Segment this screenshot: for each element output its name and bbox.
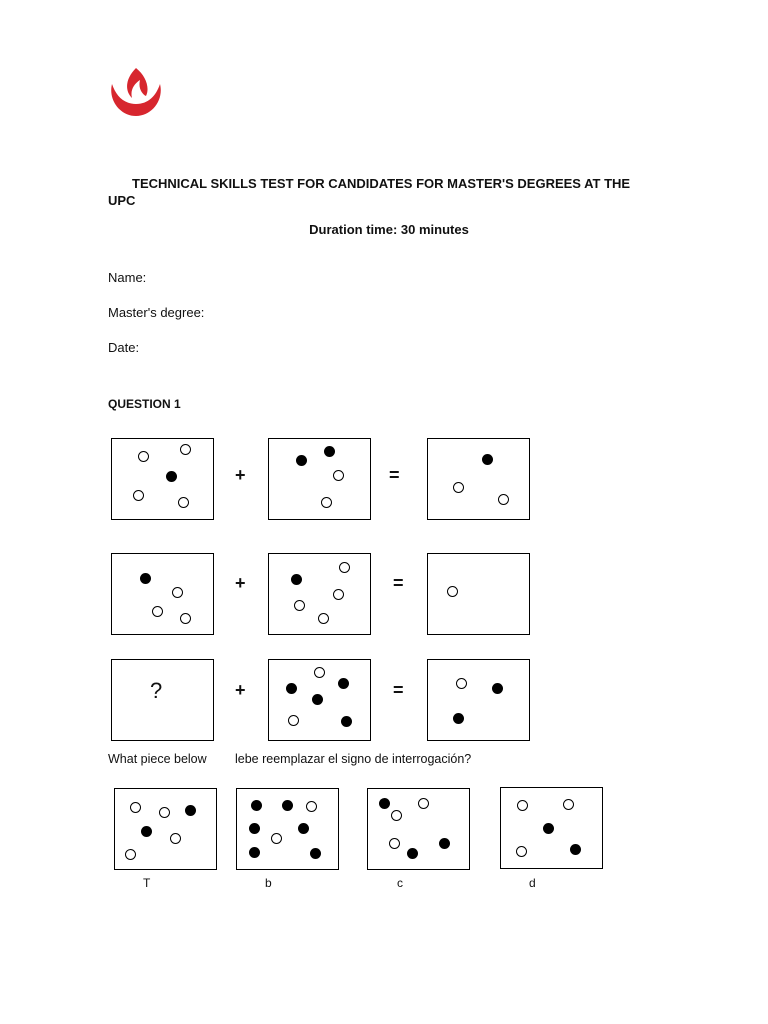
hollow-circle [159,807,170,818]
hollow-circle [180,444,191,455]
option-label-t: T [143,876,151,890]
hollow-circle [321,497,332,508]
puzzle-box [111,553,214,635]
option-label-c: c [397,876,403,890]
filled-circle [312,694,323,705]
hollow-circle [172,587,183,598]
hollow-circle [152,606,163,617]
upc-logo [108,66,164,120]
hollow-circle [170,833,181,844]
hollow-circle [125,849,136,860]
filled-circle [341,716,352,727]
question-heading: QUESTION 1 [108,397,181,411]
hollow-circle [306,801,317,812]
plus-sign: + [235,680,246,700]
hollow-circle [133,490,144,501]
option-box-t[interactable] [114,788,217,870]
hollow-circle [516,846,527,857]
hollow-circle [563,799,574,810]
option-box-d[interactable] [500,787,603,869]
filled-circle [249,823,260,834]
filled-circle [282,800,293,811]
filled-circle [543,823,554,834]
hollow-circle [318,613,329,624]
filled-circle [291,574,302,585]
option-label-b: b [265,876,272,890]
puzzle-box [427,553,530,635]
hollow-circle [447,586,458,597]
filled-circle [286,683,297,694]
question-prompt-start: What piece below [108,752,207,766]
option-box-b[interactable] [236,788,339,870]
name-field-label: Name: [108,270,147,285]
hollow-circle [389,838,400,849]
hollow-circle [294,600,305,611]
logo-flame [127,68,147,98]
test-title: TECHNICAL SKILLS TEST FOR CANDIDATES FOR MASTER'S DEGREES AT THE UPC [108,176,631,208]
question-prompt-end: lebe reemplazar el signo de interrogación? [235,752,472,766]
hollow-circle [498,494,509,505]
filled-circle [407,848,418,859]
hollow-circle [391,810,402,821]
filled-circle [439,838,450,849]
hollow-circle [456,678,467,689]
filled-circle [482,454,493,465]
equals-sign: = [393,680,404,700]
puzzle-box [268,553,371,635]
unknown-puzzle-box [111,659,214,741]
filled-circle [298,823,309,834]
hollow-circle [453,482,464,493]
puzzle-box [111,438,214,520]
filled-circle [379,798,390,809]
filled-circle [492,683,503,694]
filled-circle [140,573,151,584]
filled-circle [249,847,260,858]
filled-circle [324,446,335,457]
hollow-circle [180,613,191,624]
puzzle-box [268,438,371,520]
filled-circle [296,455,307,466]
option-box-c[interactable] [367,788,470,870]
hollow-circle [333,470,344,481]
hollow-circle [517,800,528,811]
degree-field-label: Master's degree: [108,305,205,320]
puzzle-box [268,659,371,741]
filled-circle [338,678,349,689]
logo-outer-arc [111,84,161,116]
hollow-circle [333,589,344,600]
date-field-label: Date: [108,340,140,355]
hollow-circle [130,802,141,813]
puzzle-box [427,438,530,520]
filled-circle [453,713,464,724]
hollow-circle [178,497,189,508]
hollow-circle [271,833,282,844]
option-label-d: d [529,876,536,890]
duration-time: Duration time: 30 minutes [309,222,469,237]
filled-circle [166,471,177,482]
question-mark: ? [150,678,163,703]
filled-circle [570,844,581,855]
equals-sign: = [393,573,404,593]
hollow-circle [314,667,325,678]
filled-circle [185,805,196,816]
filled-circle [141,826,152,837]
hollow-circle [138,451,149,462]
filled-circle [251,800,262,811]
hollow-circle [418,798,429,809]
plus-sign: + [235,465,246,485]
filled-circle [310,848,321,859]
equals-sign: = [389,465,400,485]
hollow-circle [288,715,299,726]
puzzle-box [427,659,530,741]
hollow-circle [339,562,350,573]
plus-sign: + [235,573,246,593]
